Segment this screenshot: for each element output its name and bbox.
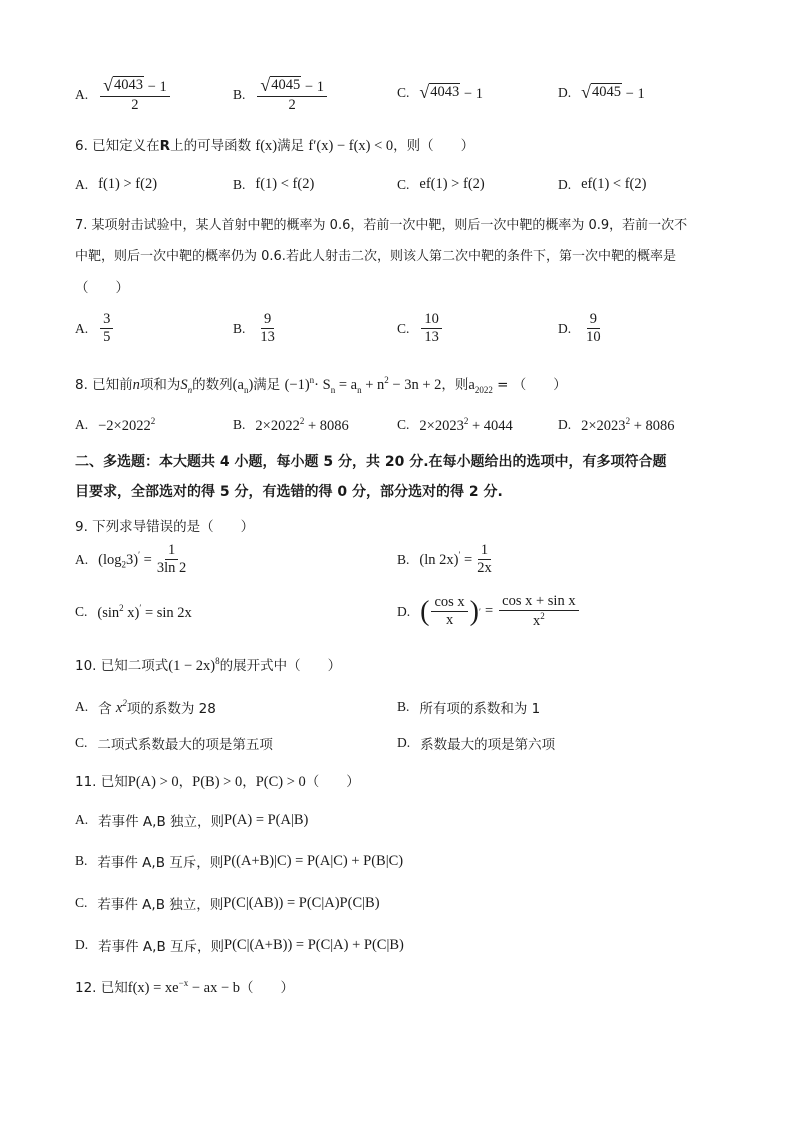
q7-option-a[interactable]: A. $\frac{3}{5}$ (75, 312, 115, 345)
q5-a-fraction: √ 4043 − 1 2 (100, 76, 170, 113)
q6-option-a[interactable]: A. f(1) > f(2) (75, 176, 158, 192)
q9-stem: 9. 下列求导错误的是（ ） (75, 519, 255, 535)
q11-option-b[interactable]: B. 若事件 A,B 互斥，则 P((A+B)|C) = P(A|C) + P(B|C) (75, 852, 404, 871)
q7-option-b[interactable]: B. $\frac{9}{13}$ (233, 311, 275, 346)
q7-stem-line-1: 7. 某项射击试验中，某人首射中靶的概率为 0.6，若前一次中靶，则后一次中靶的概率为 0.9，若前一次不 (75, 218, 688, 233)
q7-stem-line-2: 中靶，则后一次中靶的概率仍为 0.6.若此人射击二次，则该人第二次中靶的条件下，第一次中靶的概率是 (75, 249, 676, 264)
q8-option-d[interactable]: D. $2\times 2023^2 + 8086$ (558, 416, 675, 434)
q7-option-c[interactable]: C. $\frac{10}{13}$ (397, 312, 444, 345)
q11-option-a[interactable]: A. 若事件 A,B 独立，则 P(A) = P(A|B) (75, 811, 309, 830)
q11-stem: 11. 已知P(A) > 0，P(B) > 0，P(C) > 0（ ） (75, 774, 360, 790)
q5-option-c[interactable]: C. √ 4043 − 1 (397, 82, 483, 102)
q10-option-a[interactable]: A. 含 $x^2$ 项的系数为 28 (75, 697, 216, 717)
q9-option-c[interactable]: C. ($\sin^2$ x)′ = sin 2x (75, 603, 192, 621)
section-2-heading: 二、多选题：本大题共 4 小题，每小题 5 分，共 20 分.在每小题给出的选项中，有多项符合题 目要求，全部选对的得 5 分，有选错的得 0 分，部分选对的得 2 分. (75, 454, 667, 500)
q9-option-d[interactable]: D. ( $\frac{\text{cos x}}{x}$ ) ′ = $\frac{\text{cos x + sin x}}{x^2}$ (397, 594, 581, 629)
q5-option-d[interactable]: D. √ 4045 − 1 (558, 82, 645, 102)
q9-option-a[interactable]: A. $(\log_23)'$ = $\frac{1}{3\ln 2}$ (75, 542, 187, 577)
q10-option-c[interactable]: C. 二项式系数最大的项是第五项 (75, 735, 273, 753)
q6-stem: 6. 已知定义在R上的可导函数 f(x)满足 f′(x) − f(x) < 0，则（ ） (75, 138, 475, 154)
q7-option-d[interactable]: D. $\frac{9}{10}$ (558, 311, 601, 346)
q11-option-d[interactable]: D. 若事件 A,B 互斥，则 P(C|(A+B)) = P(C|A) + P(C|B) (75, 936, 404, 955)
q7-stem-line-3: （ ） (75, 280, 129, 296)
q10-option-b[interactable]: B. 所有项的系数和为 1 (397, 699, 541, 717)
q9-option-b[interactable]: B. (ln 2x)′ = $\frac{1}{2x}$ (397, 542, 492, 577)
q6-option-b[interactable]: B. f(1) < f(2) (233, 176, 315, 192)
q10-option-d[interactable]: D. 系数最大的项是第六项 (397, 735, 556, 753)
q10-stem: 10. 已知二项式$(1 - 2x)^8$的展开式中（ ） (75, 656, 342, 674)
q5-b-fraction: √ 4045 − 1 2 (257, 76, 327, 113)
q5-option-a[interactable]: A. √ 4043 − 1 2 (75, 76, 172, 113)
q8-option-c[interactable]: C. $2\times 2023^2 + 4044$ (397, 416, 513, 434)
q6-option-c[interactable]: C. ef(1) > f(2) (397, 176, 485, 192)
q11-option-c[interactable]: C. 若事件 A,B 独立，则 P(C|(AB)) = P(C|A)P(C|B) (75, 894, 380, 913)
q8-option-b[interactable]: B. $2\times 2022^2 + 8086$ (233, 416, 349, 434)
q5-option-b[interactable]: B. √ 4045 − 1 2 (233, 76, 329, 113)
q8-option-a[interactable]: A. $-2\times 2022^2$ (75, 416, 156, 434)
q8-stem: 8. 已知前n项和为$S_n$的数列$(a_n)$满足 $(-1)^n\cdot S_n = a_n + n^2 - 3n + 2$，则$a_{2022}$ = （ ） (75, 375, 567, 395)
q12-stem: 12. 已知$f(x) = xe^{-x}$ − ax − b（ ） (75, 978, 294, 996)
q6-option-d[interactable]: D. ef(1) < f(2) (558, 176, 647, 192)
